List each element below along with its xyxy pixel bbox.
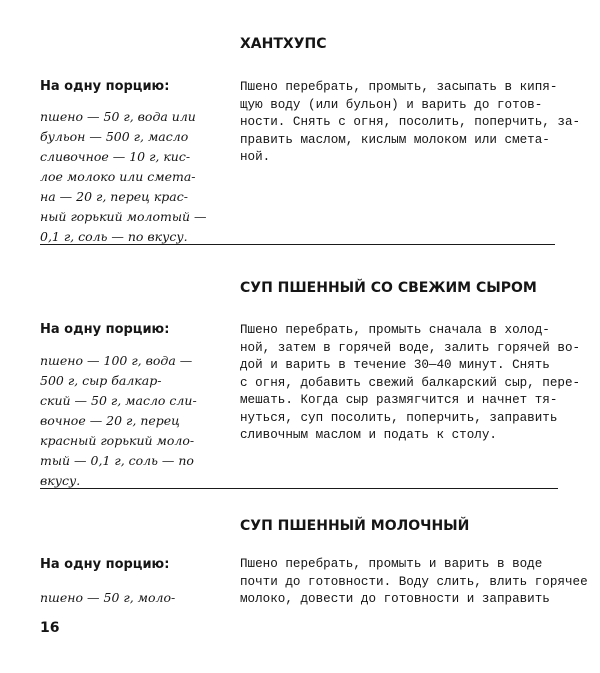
method-line: сливочным маслом и подать к столу.: [240, 428, 497, 442]
method-line: Пшено перебрать, промыть и варить в воде: [240, 557, 543, 571]
ingredient-line: на — 20 г, перец крас-: [40, 189, 188, 204]
ingredient-line: сливочное — 10 г, кис-: [40, 149, 191, 164]
page-number: 16: [40, 620, 60, 636]
ingredient-line: пшено — 50 г, вода или: [40, 109, 196, 124]
ingredients-block: [40, 351, 200, 491]
method-line: править маслом, кислым молоком или смета-: [240, 132, 550, 147]
ingredient-line: 500 г, сыр балкар-: [40, 373, 162, 388]
method-line: ной, затем в горячей воде, залить горячей во-: [240, 340, 581, 355]
method-line: Пшено перебрать, промыть сначала в холод-: [240, 323, 550, 337]
section-divider: [40, 488, 558, 489]
recipe-title: СУП ПШЕННЫЙ МОЛОЧНЫЙ: [240, 518, 470, 534]
ingredient-line: 0,1 г, соль — по вкусу.: [40, 229, 188, 244]
portion-label: На одну порцию:: [40, 322, 170, 337]
ingredient-line: бульон — 500 г, масло: [40, 129, 189, 144]
ingredient-line: тый — 0,1 г, соль — по: [40, 453, 194, 468]
method-line: молоко, довести до готовности и заправить: [240, 592, 550, 606]
ingredients-block: [40, 107, 207, 247]
method-line: дой и варить в течение 30—40 минут. Снять: [240, 358, 550, 372]
method-line: щую воду (или бульон) и варить до готов-: [240, 97, 543, 112]
method-line: Пшено перебрать, промыть, засыпать в кипя-: [240, 80, 558, 94]
recipe-title: СУП ПШЕННЫЙ СО СВЕЖИМ СЫРОМ: [240, 280, 537, 296]
portion-label: На одну порцию:: [40, 557, 170, 572]
section-divider: [40, 244, 555, 245]
method-line: почти до готовности. Воду слить, влить горячее: [240, 574, 588, 589]
ingredient-line: красный горький моло-: [40, 433, 195, 448]
method-block: [240, 556, 588, 609]
method-line: ности. Снять с огня, посолить, поперчить, за-: [240, 115, 581, 129]
ingredient-line: ный горький молотый —: [40, 209, 207, 224]
method-line: ной.: [240, 150, 271, 164]
portion-label: На одну порцию:: [40, 79, 170, 94]
recipe-title: ХАНТХУПС: [240, 36, 327, 52]
ingredients-block: [40, 588, 200, 608]
method-block: [240, 322, 581, 445]
method-line: мешать. Когда сыр размягчится и начнет тя-: [240, 393, 558, 407]
ingredient-line: лое молоко или смета-: [40, 169, 196, 184]
ingredient-line: пшено — 100 г, вода —: [40, 353, 193, 368]
ingredient-line: вочное — 20 г, перец: [40, 413, 180, 428]
method-line: с огня, добавить свежий балкарский сыр, пере-: [240, 375, 581, 390]
method-block: [240, 79, 581, 167]
ingredient-line: пшено — 50 г, моло-: [40, 590, 176, 605]
ingredient-line: ский — 50 г, масло сли-: [40, 393, 197, 408]
ingredient-line: вкусу.: [40, 473, 81, 488]
method-line: нуться, суп посолить, поперчить, заправить: [240, 410, 558, 425]
